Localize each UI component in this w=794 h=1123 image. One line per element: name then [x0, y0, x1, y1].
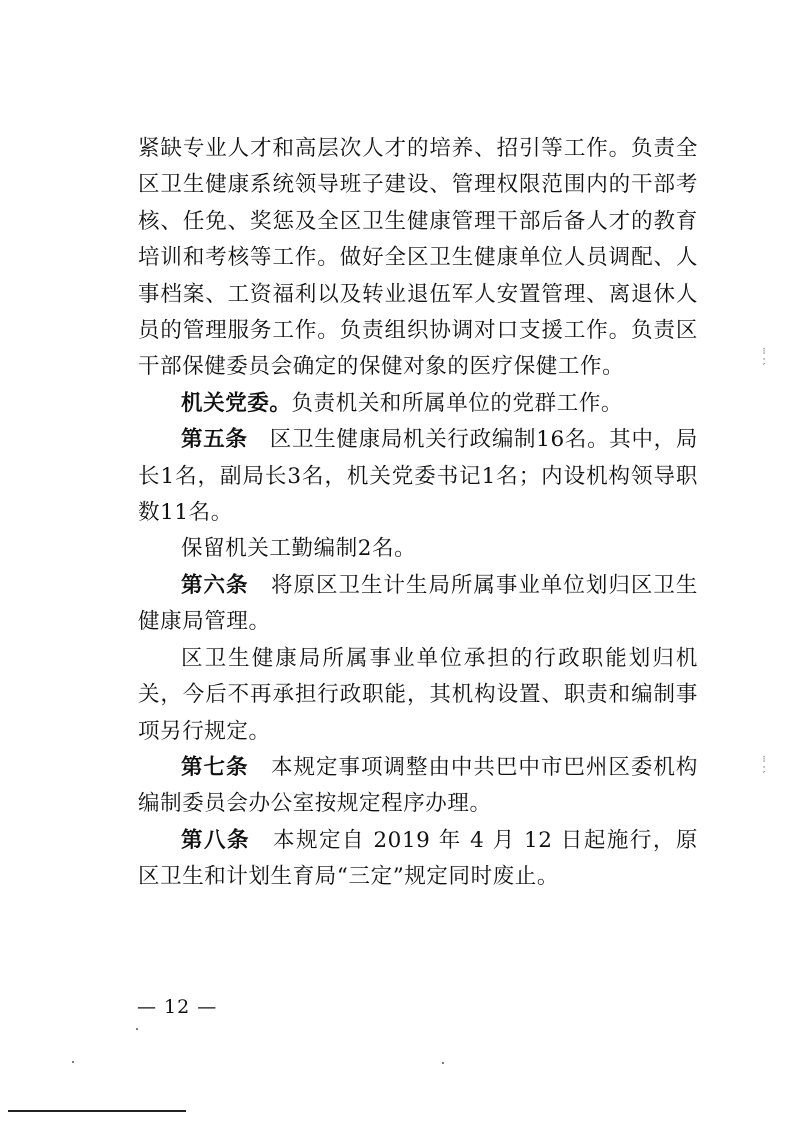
paragraph-personnel-duties: 紧缺专业人才和高层次人才的培养、招引等工作。负责全区卫生健康系统领导班子建设、管理权限范围内的干部考核、任免、奖惩及全区卫生健康管理干部后备人才的教育培训和考核等工作。做好全区卫生健康单位人员调配、人事档案、工资福利以及转业退伍军人安置管理、离退休人员的管理服务工作。负责组织协调对口支援工作。负责区干部保健委员会确定的保健对象的医疗保健工作。 — [138, 136, 698, 380]
scan-speck — [72, 1061, 74, 1063]
article-8 — [138, 823, 698, 896]
article-7-heading: 第七条 — [181, 754, 249, 780]
article-8-heading: 第八条 — [181, 827, 250, 853]
paragraph-institutions: 区卫生健康局所属事业单位承担的行政职能划归机关，今后不再承担行政职能，其机构设置、职责和编制事项另行规定。 — [138, 645, 698, 744]
party-committee-text: 负责机关和所属单位的党群工作。 — [291, 390, 624, 416]
scan-speck — [442, 1062, 444, 1064]
page-number: — 12 — — [137, 996, 218, 1018]
article-7 — [138, 750, 698, 823]
paragraph-party-committee — [138, 386, 698, 422]
binding-mark-icon: ⁝ · ′ — [762, 755, 766, 781]
article-8-text: 本规定自 2019 年 4 月 12 日起施行，原区卫生和计划生育局“三定”规定同时废止。 — [138, 827, 698, 890]
article-6-text: 将原区卫生计生局所属事业单位划归区卫生健康局管理。 — [138, 572, 698, 635]
scan-speck — [136, 1028, 138, 1030]
article-6 — [138, 568, 698, 641]
binding-mark-icon: ⁝ · ′ — [762, 347, 766, 373]
article-5-heading: 第五条 — [181, 427, 248, 453]
document-body — [138, 131, 698, 896]
article-7-text: 本规定事项调整由中共巴中市巴州区委机构编制委员会办公室按规定程序办理。 — [138, 754, 698, 817]
article-5 — [138, 422, 698, 531]
party-committee-heading: 机关党委。 — [181, 390, 292, 416]
bottom-rule — [8, 1110, 186, 1112]
article-5-text: 区卫生健康局机关行政编制16名。其中，局长1名，副局长3名，机关党委书记1名；内设机构领导职数11名。 — [138, 427, 698, 526]
article-6-heading: 第六条 — [181, 572, 249, 598]
paragraph-staffing: 保留机关工勤编制2名。 — [181, 536, 417, 562]
